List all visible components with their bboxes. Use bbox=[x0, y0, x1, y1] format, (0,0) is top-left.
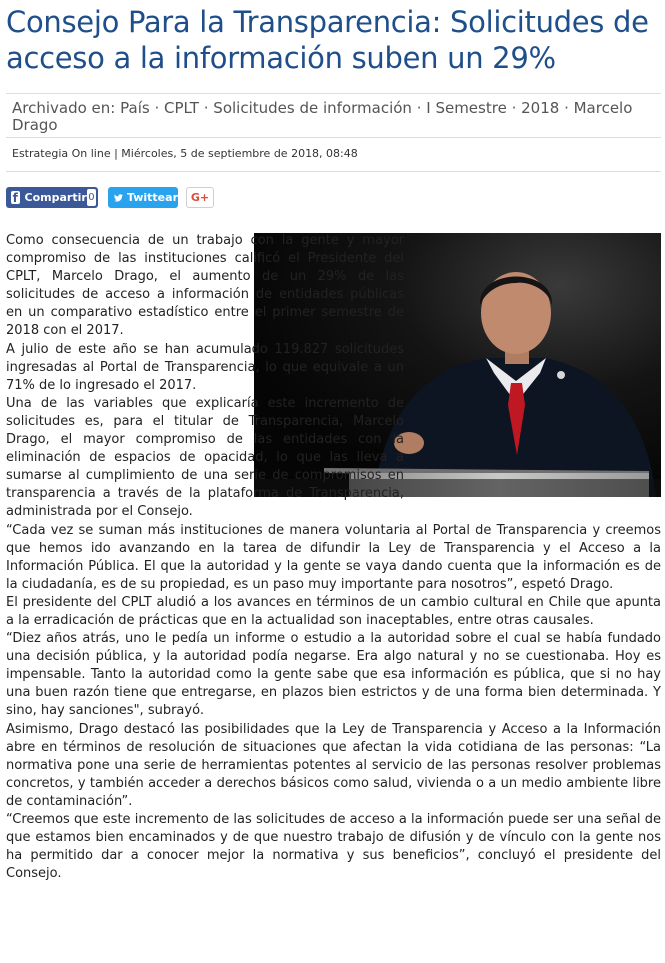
facebook-share-count: 0 bbox=[87, 189, 96, 206]
title-divider bbox=[6, 93, 661, 94]
tag-link[interactable]: 2018 bbox=[521, 99, 560, 117]
article-paragraph: “Cada vez se suman más instituciones de manera voluntaria al Portal de Transparencia y creemos que hemos ido avanzando en la tarea de difundir la Ley de Transparencia y el Acceso a la Información Pública. El que la autoridad y la gente se vaya dando cuenta que la información es de la ciudadanía, es de su propiedad, es un paso muy importante para nosotros”, espetó Drago. bbox=[6, 522, 661, 592]
twitter-share-button[interactable] bbox=[108, 187, 178, 208]
archive-tags: Archivado en: País · CPLT · Solicitudes de información · I Semestre · 2018 · Marcelo Drago bbox=[12, 99, 633, 134]
article-title: Consejo Para la Transparencia: Solicitudes de acceso a la información suben un 29% bbox=[6, 5, 649, 75]
tag-link[interactable]: País bbox=[120, 99, 150, 117]
article-meta: Estrategia On line | Miércoles, 5 de septiembre de 2018, 08:48 bbox=[12, 147, 358, 160]
facebook-share-label: Compartir bbox=[24, 191, 87, 204]
article-paragraph: “Diez años atrás, uno le pedía un informe o estudio a la autoridad sobre el cual se había fundado una decisión pública, y la autoridad podía negarse. Era algo natural y no se cuestionaba. Hoy es impensable. Tanto la autoridad como la gente sabe que esa información es pública, que si no hay una buen razón tiene que entregarse, en plazos bien estrictos y de una forma bien determinada. Y sino, hay sanciones", subrayó. bbox=[6, 631, 661, 719]
article-paragraph: Como consecuencia de un trabajo con la gente y mayor compromiso de las instituciones calificó el Presidente del CPLT, Marcelo Drago, el aumento de un 29% de las solicitudes de acceso a información de entidades públicas en un comparativo estadístico entre el primer semestre de 2018 con el 2017. bbox=[6, 233, 404, 339]
twitter-bird-icon bbox=[114, 192, 123, 204]
article-paragraph: Asimismo, Drago destacó las posibilidades que la Ley de Transparencia y Acceso a la Información abre en términos de resolución de situaciones que afectan la vida cotidiana de las personas: “La normativa pone una serie de herramientas potentes al servicio de las personas resolver problemas concretos, y también acceder a derechos básicos como salud, vivienda o a un medio ambiente libre de contaminación”. bbox=[6, 721, 661, 809]
twitter-share-label: Twittear bbox=[126, 191, 178, 204]
meta-divider bbox=[6, 171, 661, 172]
article-body bbox=[6, 232, 661, 883]
gplus-share-button[interactable] bbox=[186, 187, 214, 208]
article-date: Miércoles, 5 de septiembre de 2018, 08:48 bbox=[121, 147, 358, 160]
article-paragraph: El presidente del CPLT aludió a los avances en términos de un cambio cultural en Chile que apunta a la erradicación de prácticas que en la actualidad son inaceptables, entre otras causales. bbox=[6, 594, 661, 628]
tag-link[interactable]: CPLT bbox=[164, 99, 199, 117]
tag-link[interactable]: Solicitudes de información bbox=[213, 99, 412, 117]
tag-link[interactable]: Marcelo Drago bbox=[12, 99, 633, 134]
article-paragraph: Una de las variables que explicaría este incremento de solicitudes es, para el titular de Transparencia, Marcelo Drago, el mayor compromiso de las entidades con la eliminación de espacios de opacidad, lo que las lleva a sumarse al cumplimiento de una serie de compromisos en transparencia a través de la plataforma de Transparencia, administrada por el Consejo. bbox=[6, 395, 404, 520]
facebook-icon: f bbox=[12, 191, 18, 205]
article-source: Estrategia On line bbox=[12, 147, 111, 160]
article-paragraph: “Creemos que este incremento de las solicitudes de acceso a la información puede ser una señal de que estamos bien encaminados y de que nuestro trabajo de difusión y de vínculo con la gente nos ha permitido dar a conocer mejor la normativa y sus beneficios”, concluyó el presidente del Consejo. bbox=[6, 812, 661, 882]
gplus-share-label: G+ bbox=[190, 191, 210, 204]
archive-prefix: Archivado en: bbox=[12, 99, 116, 117]
archive-divider bbox=[6, 137, 661, 138]
facebook-share-button[interactable] bbox=[6, 187, 98, 208]
article-paragraph: A julio de este año se han acumulado 119.827 solicitudes ingresadas al Portal de Transparencia, lo que equivale a un 71% de lo ingresado el 2017. bbox=[6, 341, 404, 393]
image-spacer bbox=[404, 232, 661, 504]
tag-link[interactable]: I Semestre bbox=[426, 99, 507, 117]
